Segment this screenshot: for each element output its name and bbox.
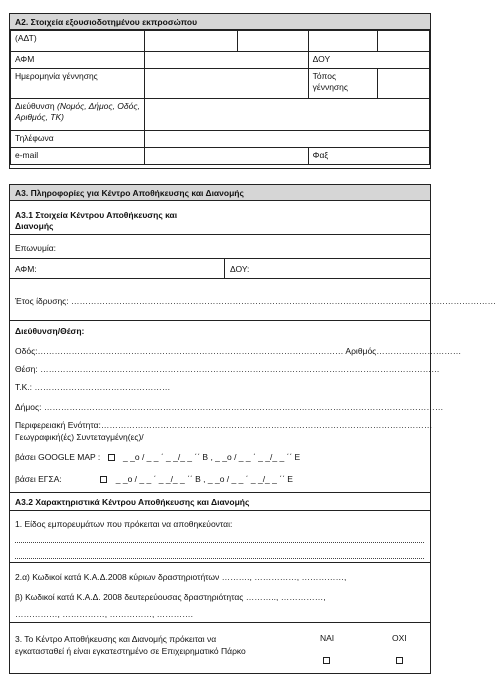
google-coords[interactable]: _ _ο / _ _ ΄ _ _/_ _ ΄΄ Β , _ _ο / _ _ ΄ _ _/_ _ ΄΄ Ε	[123, 452, 301, 462]
address-label: Διεύθυνση (Νομός, Δήμος, Οδός, Αριθμός, ΤΚ)	[11, 99, 145, 131]
region-line[interactable]: Περιφερειακή Ενότητα:………………………………………………………………………………………………………	[15, 420, 433, 430]
municipality-line[interactable]: Δήμος: ……………………………………………………………………………………………………………………………	[15, 402, 444, 412]
adt-field-3[interactable]	[308, 31, 378, 52]
google-label: βάσει GOOGLE MAP :	[15, 452, 101, 462]
egsa-coords[interactable]: _ _ο / _ _ ΄ _ _/_ _ ΄΄ Β , _ _ο / _ _ ΄ _ _/_ _ ΄΄ Ε	[115, 474, 293, 484]
email-label: e-mail	[11, 148, 145, 165]
kad-secondary-cont[interactable]: ……………, ……………, ……………, ………….	[15, 609, 194, 619]
email-field[interactable]	[145, 148, 308, 165]
fax-label: Φαξ	[308, 148, 429, 165]
representative-table	[10, 30, 430, 165]
kad-main[interactable]: 2.α) Κωδικοί κατά Κ.Α.Δ.2008 κύριων δραστηριοτήτων ………., ……………, ……………,	[15, 572, 347, 582]
doy-label-a3: ΔΟΥ:	[230, 264, 250, 274]
afm-label: ΑΦΜ	[11, 52, 145, 69]
a31-header	[10, 202, 430, 235]
tk-line[interactable]: Τ.Κ.: …………………………………………	[15, 382, 171, 392]
yes-label: ΝΑΙ	[320, 633, 335, 643]
position-line[interactable]: Θέση: ……………………………………………………………………………………………………………………………	[15, 364, 440, 374]
google-row	[15, 452, 424, 463]
google-checkbox[interactable]	[108, 454, 115, 461]
section-a3	[9, 184, 496, 674]
park-row	[10, 623, 430, 673]
kad-row	[10, 563, 430, 623]
doy-label: ΔΟΥ	[308, 52, 429, 69]
egsa-row	[15, 474, 424, 485]
goods-row	[10, 511, 430, 563]
phone-field[interactable]	[145, 131, 430, 148]
egsa-checkbox[interactable]	[100, 476, 107, 483]
no-label: ΟΧΙ	[392, 633, 407, 643]
year-row[interactable]	[10, 279, 496, 321]
section-a2-title: A2. Στοιχεία εξουσιοδοτημένου εκπροσώπου	[10, 14, 430, 30]
phone-label: Τηλέφωνα	[11, 131, 145, 148]
address-field[interactable]	[145, 99, 430, 131]
adt-label: (ΑΔΤ)	[11, 31, 145, 52]
a31-title: Α3.1 Στοιχεία Κέντρου Αποθήκευσης και Διανομής	[15, 210, 178, 231]
a32-title: Α3.2 Χαρακτηριστικά Κέντρου Αποθήκευσης και Διανομής	[15, 497, 250, 507]
name-label: Επωνυμία:	[15, 243, 57, 253]
birth-place-field[interactable]	[378, 69, 430, 99]
afm-doy-row	[10, 259, 430, 279]
birth-place-label: Τόπος γέννησης	[308, 69, 378, 99]
birth-date-label: Ημερομηνία γέννησης	[11, 69, 145, 99]
goods-question: 1. Είδος εμπορευμάτων που πρόκειται να αποθηκεύονται:	[15, 519, 233, 529]
year-label: Έτος ίδρυσης: ……………………………………………………………………………………………………………………………………	[15, 296, 496, 306]
yes-checkbox[interactable]	[323, 657, 330, 664]
kad-secondary[interactable]: β) Κωδικοί κατά Κ.Α.Δ. 2008 δευτερεύουσας δραστηριότητας ……….., ……………,	[15, 592, 326, 602]
afm-label-a3: ΑΦΜ:	[15, 264, 37, 274]
goods-answer-line-1[interactable]	[15, 542, 424, 543]
address-hint: (Νομός, Δήμος, Οδός, Αριθμός, ΤΚ)	[15, 101, 140, 122]
address-title: Διεύθυνση/Θέση:	[15, 326, 85, 336]
coords-title: Γεωγραφική(ές) Συντεταγμένη(ες)/	[15, 432, 144, 442]
section-a2	[9, 13, 431, 169]
adt-field-4[interactable]	[378, 31, 430, 52]
a32-header	[10, 493, 430, 511]
park-question: 3. Το Κέντρο Αποθήκευσης και Διανομής πρόκειται να εγκατασταθεί ή είναι εγκατεστημένο σε Επιχειρηματικό Πάρκο	[15, 634, 246, 656]
afm-field[interactable]	[145, 52, 308, 69]
adt-field-2[interactable]	[238, 31, 308, 52]
street-line[interactable]: Οδός:……………………………………………………………………………………………… Αριθμός…………………………	[15, 346, 462, 356]
section-a3-title: A3. Πληροφορίες για Κέντρο Αποθήκευσης και Διανομής	[10, 185, 430, 201]
birth-date-field[interactable]	[145, 69, 308, 99]
name-row[interactable]	[10, 235, 430, 259]
no-checkbox[interactable]	[396, 657, 403, 664]
adt-field-1[interactable]	[145, 31, 238, 52]
address-block	[10, 321, 462, 493]
goods-answer-line-2[interactable]	[15, 558, 424, 559]
egsa-label: βάσει ΕΓΣΑ:	[15, 474, 62, 484]
